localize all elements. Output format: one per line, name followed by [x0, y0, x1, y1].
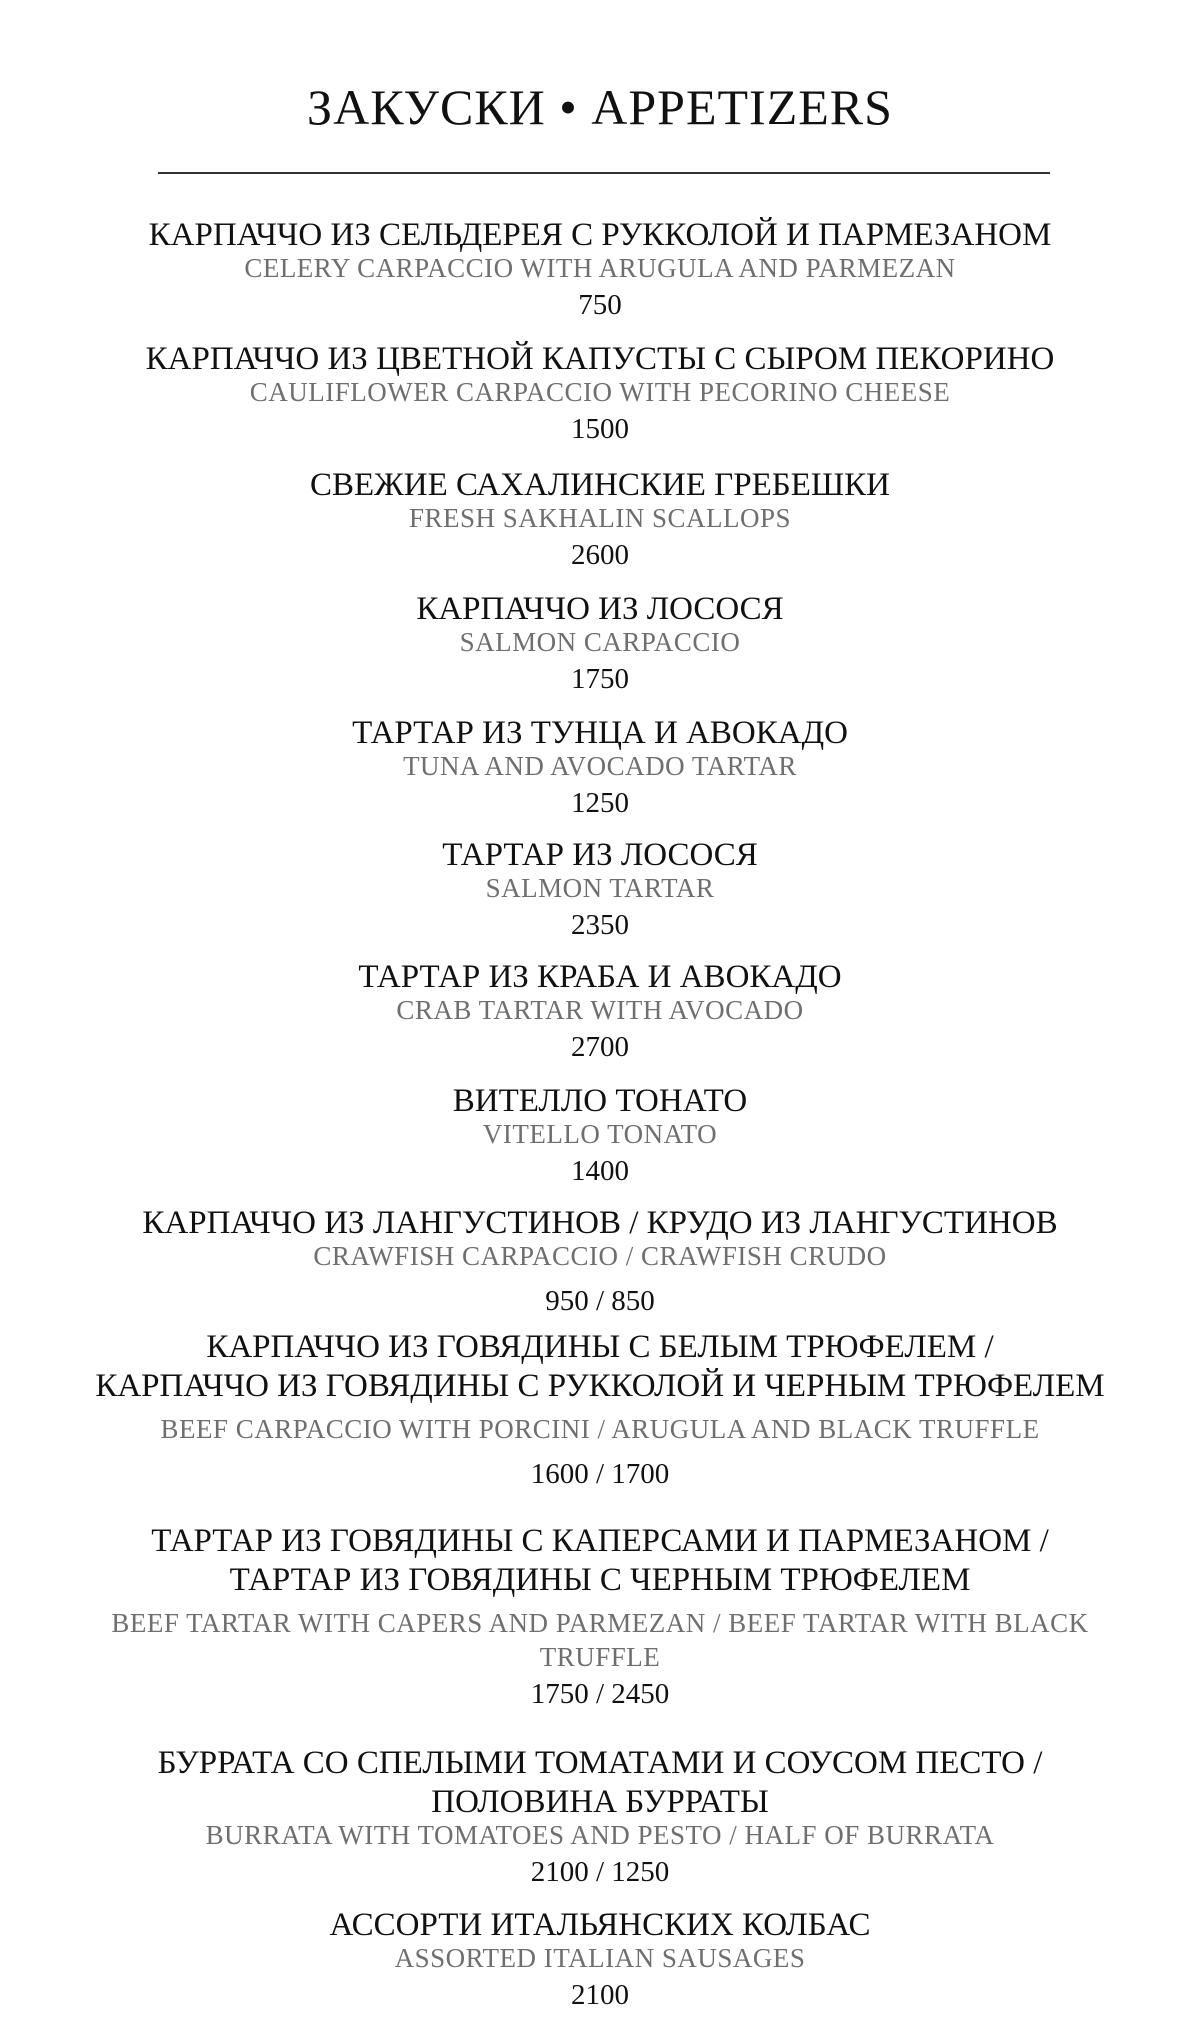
menu-item — [40, 590, 1160, 697]
dish-name-en: ASSORTED ITALIAN SAUSAGES — [394, 1943, 806, 1973]
dish-name-ru-line2: ТАРТАР ИЗ ГОВЯДИНЫ С ЧЕРНЫМ ТРЮФЕЛЕМ — [229, 1562, 971, 1598]
dish-name-en: CRAWFISH CARPACCIO / CRAWFISH CRUDO — [313, 1241, 887, 1271]
dish-name-en: FRESH SAKHALIN SCALLOPS — [408, 503, 792, 533]
dish-price: 1400 — [571, 1155, 629, 1187]
dish-name-ru: КАРПАЧЧО ИЗ ЛАНГУСТИНОВ / КРУДО ИЗ ЛАНГУСТИНОВ — [142, 1205, 1058, 1241]
dish-price: 1600 / 1700 — [530, 1458, 670, 1490]
menu-item — [40, 216, 1160, 323]
dish-name-en: SALMON TARTAR — [485, 873, 715, 903]
dish-name-ru: ВИТЕЛЛО ТОНАТО — [452, 1083, 748, 1119]
dish-name-ru: ТАРТАР ИЗ ТУНЦА И АВОКАДО — [352, 715, 848, 751]
menu-item — [40, 714, 1160, 821]
dish-name-ru-line1: КАРПАЧЧО ИЗ ГОВЯДИНЫ С БЕЛЫМ ТРЮФЕЛЕМ / — [206, 1329, 994, 1365]
menu-item — [40, 836, 1160, 943]
dish-name-ru-line2: КАРПАЧЧО ИЗ ГОВЯДИНЫ С РУККОЛОЙ И ЧЕРНЫМ ТРЮФЕЛЕМ — [95, 1368, 1105, 1404]
dish-name-ru: КАРПАЧЧО ИЗ СЕЛЬДЕРЕЯ С РУККОЛОЙ И ПАРМЕЗАНОМ — [148, 217, 1052, 253]
dish-name-en: CELERY CARPACCIO WITH ARUGULA AND PARMEZAN — [244, 253, 956, 283]
dish-price: 1250 — [571, 787, 629, 819]
dish-name-en: TUNA AND AVOCADO TARTAR — [403, 751, 797, 781]
menu-item — [40, 1082, 1160, 1189]
dish-price: 2600 — [571, 539, 629, 571]
dish-name-en: CAULIFLOWER CARPACCIO WITH PECORINO CHEESE — [249, 377, 951, 407]
dish-price: 2700 — [571, 1031, 629, 1063]
page-title: ЗАКУСКИ • APPETIZERS — [307, 79, 893, 135]
dish-name-en: CRAB TARTAR WITH AVOCADO — [396, 995, 804, 1025]
dish-price: 950 / 850 — [545, 1285, 655, 1317]
menu-item — [40, 1328, 1160, 1492]
dish-name-ru: СВЕЖИЕ САХАЛИНСКИЕ ГРЕБЕШКИ — [310, 467, 890, 503]
dish-name-en-line2: TRUFFLE — [539, 1642, 661, 1672]
dish-name-ru: КАРПАЧЧО ИЗ ЦВЕТНОЙ КАПУСТЫ С СЫРОМ ПЕКОРИНО — [145, 341, 1055, 377]
menu-item — [40, 1744, 1160, 1890]
dish-name-ru-line2: ПОЛОВИНА БУРРАТЫ — [431, 1784, 769, 1820]
dish-price: 750 — [578, 289, 622, 321]
dish-price: 2100 — [571, 1979, 629, 2011]
dish-name-ru: ТАРТАР ИЗ ЛОСОСЯ — [442, 837, 758, 873]
dish-price: 1750 / 2450 — [530, 1678, 670, 1710]
title-divider — [158, 172, 1050, 174]
dish-name-en: BURRATA WITH TOMATOES AND PESTO / HALF OF BURRATA — [205, 1820, 995, 1850]
dish-name-en: VITELLO TONATO — [482, 1119, 718, 1149]
menu-item — [40, 1522, 1160, 1712]
dish-name-ru-line1: ТАРТАР ИЗ ГОВЯДИНЫ С КАПЕРСАМИ И ПАРМЕЗАНОМ / — [151, 1523, 1049, 1559]
dish-name-ru-line1: БУРРАТА СО СПЕЛЫМИ ТОМАТАМИ И СОУСОМ ПЕСТО / — [157, 1745, 1043, 1781]
menu-item — [40, 958, 1160, 1065]
dish-price: 2350 — [571, 909, 629, 941]
dish-name-ru: АССОРТИ ИТАЛЬЯНСКИХ КОЛБАС — [329, 1907, 871, 1943]
dish-name-en: SALMON CARPACCIO — [459, 627, 741, 657]
menu-item — [40, 1906, 1160, 2013]
dish-name-en: BEEF CARPACCIO WITH PORCINI / ARUGULA AND BLACK TRUFFLE — [160, 1414, 1040, 1444]
menu-item — [40, 466, 1160, 573]
dish-name-en-line1: BEEF TARTAR WITH CAPERS AND PARMEZAN / BEEF TARTAR WITH BLACK — [111, 1608, 1089, 1638]
menu-item — [40, 1204, 1160, 1319]
dish-price: 1750 — [571, 663, 629, 695]
dish-price: 2100 / 1250 — [530, 1856, 670, 1888]
menu-item — [40, 340, 1160, 447]
dish-price: 1500 — [571, 413, 629, 445]
dish-name-ru: ТАРТАР ИЗ КРАБА И АВОКАДО — [358, 959, 842, 995]
dish-name-ru: КАРПАЧЧО ИЗ ЛОСОСЯ — [416, 591, 784, 627]
